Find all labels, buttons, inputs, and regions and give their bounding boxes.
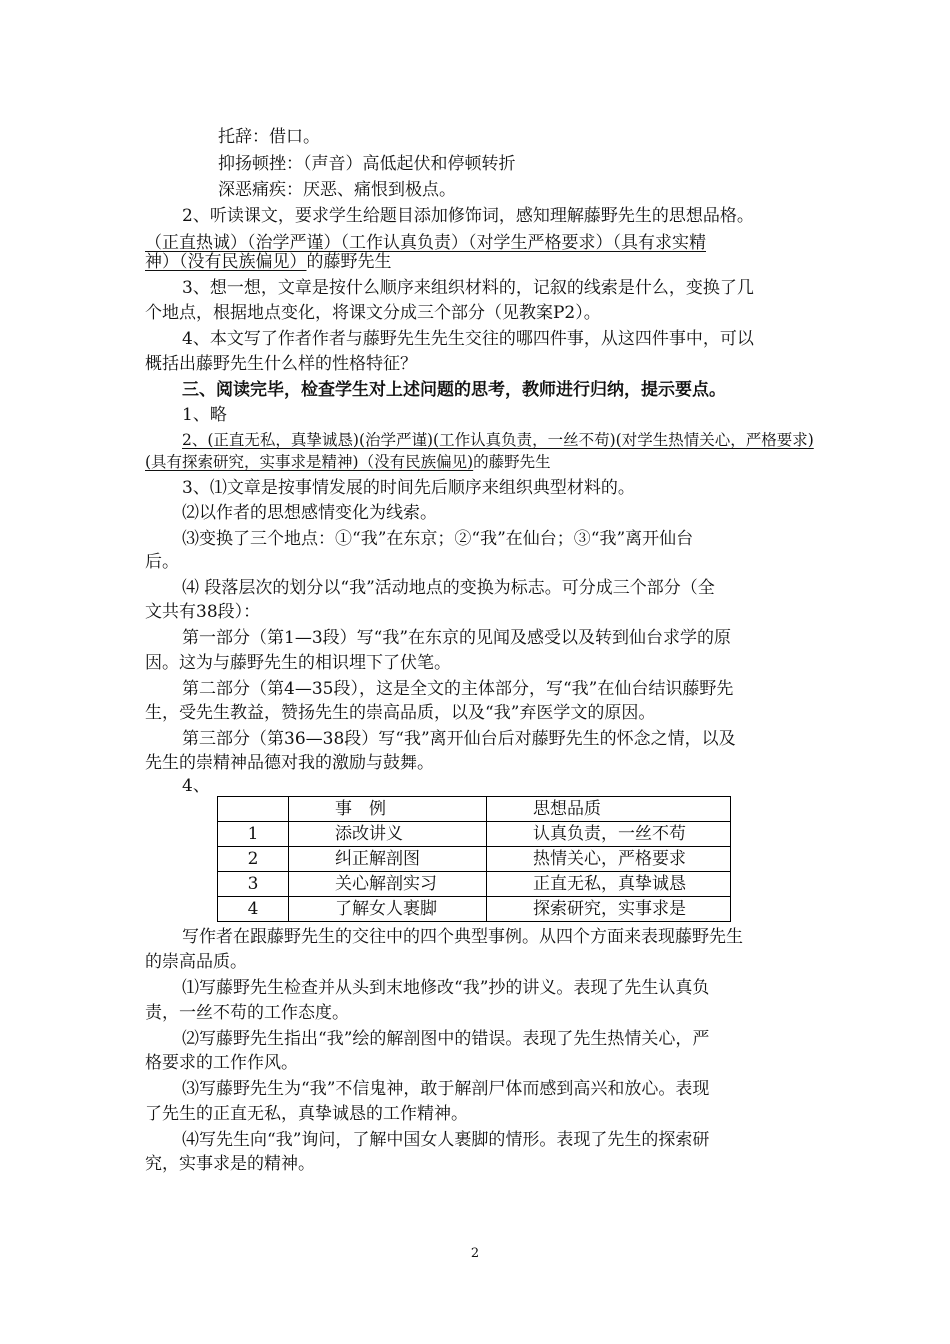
question-2-answer-line2 xyxy=(145,250,392,274)
answer-1: 1、略 xyxy=(182,405,227,425)
question-3-line2: 个地点，根据地点变化，将课文分成三个部分（见教案P2）。 xyxy=(145,303,601,323)
table-cell: 纠正解剖图 xyxy=(289,847,487,872)
table-cell: 4 xyxy=(218,897,289,922)
part-3-line1: 第三部分（第36—38段）写“我”离开仙台后对藤野先生的怀念之情，以及 xyxy=(182,729,736,749)
summary-line1: 写作者在跟藤野先生的交往中的四个典型事例。从四个方面来表现藤野先生 xyxy=(182,927,743,947)
answer-3-p4-line1: ⑷ 段落层次的划分以“我”活动地点的变换为标志。可分成三个部分（全 xyxy=(182,578,715,598)
table-cell: 探索研究，实事求是 xyxy=(487,897,731,922)
part-1-line2: 因。这为与藤野先生的相识埋下了伏笔。 xyxy=(145,653,451,673)
point-4-line2: 究，实事求是的精神。 xyxy=(145,1154,315,1174)
section-3-heading: 三、阅读完毕，检查学生对上述问题的思考，教师进行归纳，提示要点。 xyxy=(182,380,726,400)
point-1-line2: 责，一丝不苟的工作态度。 xyxy=(145,1003,349,1023)
table-cell: 关心解剖实习 xyxy=(289,872,487,897)
table-header-cell xyxy=(218,797,289,822)
vocab-item: 抑扬顿挫：（声音）高低起伏和停顿转折 xyxy=(218,154,516,174)
answer-3-p2: ⑵以作者的思想感情变化为线索。 xyxy=(182,503,437,523)
table-cell: 热情关心，严格要求 xyxy=(487,847,731,872)
cases-table xyxy=(217,796,731,922)
table-cell: 正直无私，真挚诚恳 xyxy=(487,872,731,897)
table-row xyxy=(218,822,731,847)
table-cell: 认真负责，一丝不苟 xyxy=(487,822,731,847)
vocab-item: 托辞：借口。 xyxy=(218,127,320,147)
answer-2-underlined: (具有探索研究，实事求是精神)（没有民族偏见) xyxy=(145,453,474,471)
question-3-line1: 3、想一想，文章是按什么顺序来组织材料的，记叙的线索是什么，变换了几 xyxy=(182,278,754,298)
question-2-answer-tail: 的藤野先生 xyxy=(306,252,392,272)
point-2-line1: ⑵写藤野先生指出“我”绘的解剖图中的错误。表现了先生热情关心，严 xyxy=(182,1029,710,1049)
point-3-line1: ⑶写藤野先生为“我”不信鬼神，敢于解剖尸体而感到高兴和放心。表现 xyxy=(182,1079,710,1099)
vocab-item: 深恶痛疾：厌恶、痛恨到极点。 xyxy=(218,180,456,200)
answer-3-p3-line1: ⑶变换了三个地点：①“我”在东京；②“我”在仙台；③“我”离开仙台 xyxy=(182,529,694,549)
answer-4-label: 4、 xyxy=(182,776,210,796)
question-2-answer-underlined: 神）（没有民族偏见） xyxy=(145,252,307,272)
table-row xyxy=(218,872,731,897)
question-4-line2: 概括出藤野先生什么样的性格特征？ xyxy=(145,354,417,374)
answer-2-tail: 的藤野先生 xyxy=(473,453,551,471)
part-2-line1: 第二部分（第4—35段），这是全文的主体部分，写“我”在仙台结识藤野先 xyxy=(182,679,734,699)
answer-3-p4-line2: 文共有38段）： xyxy=(145,602,261,622)
table-header-row xyxy=(218,797,731,822)
table-cell: 添改讲义 xyxy=(289,822,487,847)
table-cell: 1 xyxy=(218,822,289,847)
summary-line2: 的崇高品质。 xyxy=(145,952,247,972)
part-2-line2: 生，受先生教益，赞扬先生的崇高品质，以及“我”弃医学文的原因。 xyxy=(145,703,656,723)
page-number: 2 xyxy=(470,1246,480,1261)
question-4-line1: 4、本文写了作者作者与藤野先生先生交往的哪四件事，从这四件事中，可以 xyxy=(182,329,754,349)
answer-2-line2 xyxy=(145,450,551,474)
table-header-cell: 思想品质 xyxy=(487,797,731,822)
table-cell: 3 xyxy=(218,872,289,897)
answer-3-p1: 3、⑴文章是按事情发展的时间先后顺序来组织典型材料的。 xyxy=(182,478,635,498)
point-3-line2: 了先生的正直无私，真挚诚恳的工作精神。 xyxy=(145,1104,468,1124)
table-cell: 2 xyxy=(218,847,289,872)
table-header-cell: 事 例 xyxy=(289,797,487,822)
point-4-line1: ⑷写先生向“我”询问，了解中国女人裹脚的情形。表现了先生的探索研 xyxy=(182,1130,710,1150)
answer-3-p3-line2: 后。 xyxy=(145,552,179,572)
question-2-answer-line1: （正直热诚）（治学严谨）（工作认真负责）（对学生严格要求）（具有求实精 xyxy=(145,233,706,253)
part-1-line1: 第一部分（第1—3段）写“我”在东京的见闻及感受以及转到仙台求学的原 xyxy=(182,628,732,648)
point-2-line2: 格要求的工作作风。 xyxy=(145,1053,298,1073)
table-row xyxy=(218,897,731,922)
question-2: 2、听读课文，要求学生给题目添加修饰词，感知理解藤野先生的思想品格。 xyxy=(182,206,754,226)
answer-2-line1: 2、(正直无私，真挚诚恳)(治学严谨)(工作认真负责，一丝不苟)(对学生热情关心，严格要求) xyxy=(182,431,814,449)
table-cell: 了解女人裹脚 xyxy=(289,897,487,922)
point-1-line1: ⑴写藤野先生检查并从头到末地修改“我”抄的讲义。表现了先生认真负 xyxy=(182,978,710,998)
table-row xyxy=(218,847,731,872)
part-3-line2: 先生的崇精神品德对我的激励与鼓舞。 xyxy=(145,753,434,773)
